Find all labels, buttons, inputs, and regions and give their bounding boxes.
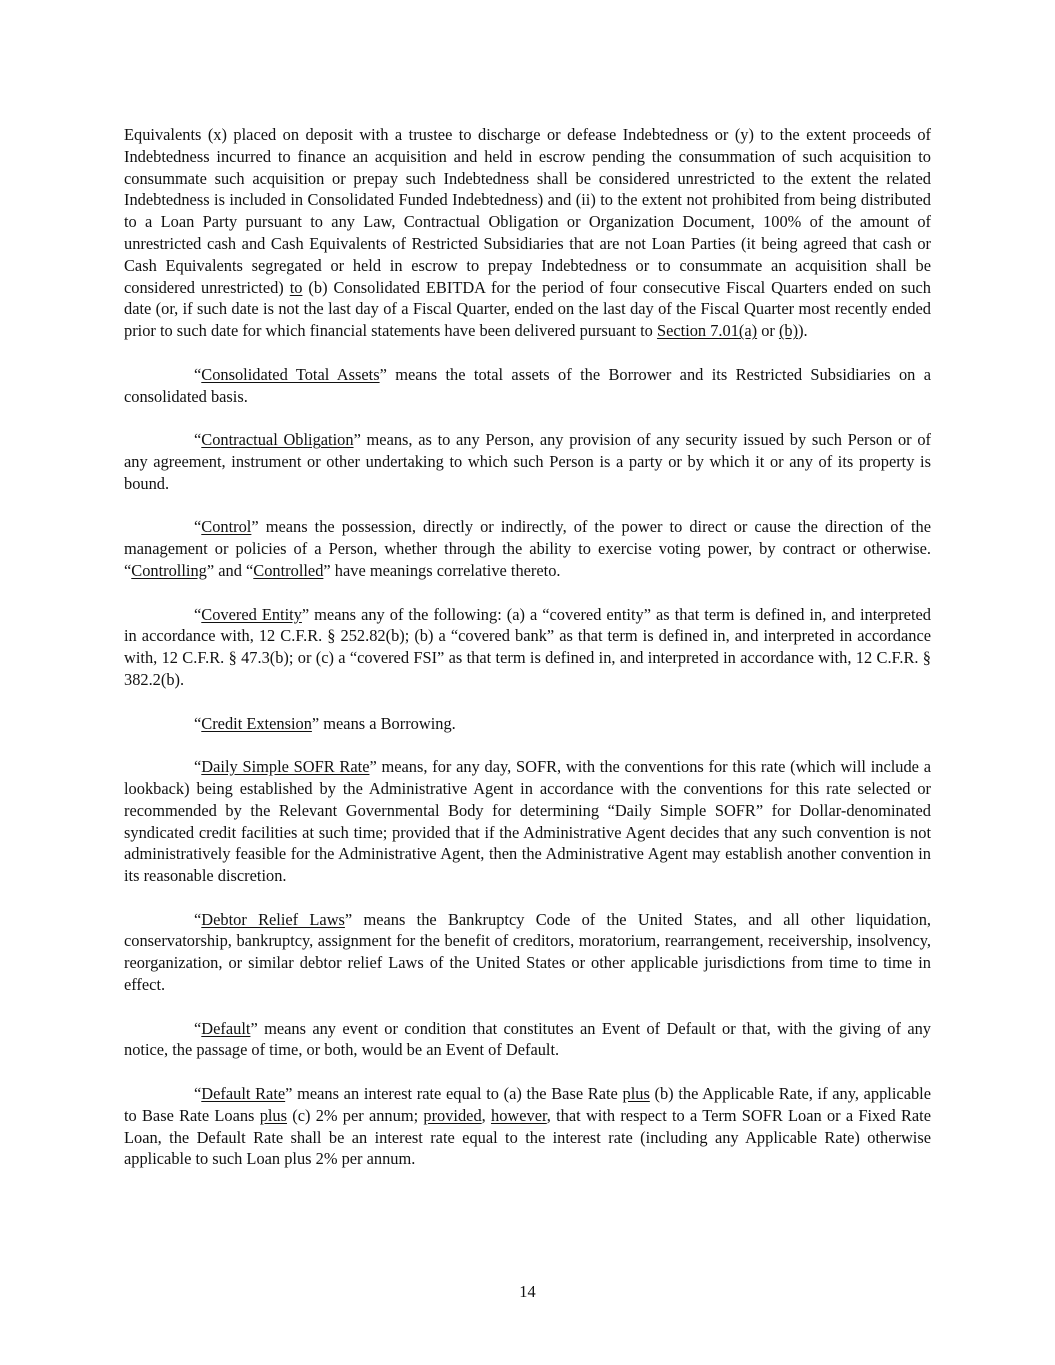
defined-term: however — [491, 1105, 547, 1125]
text-run: “ — [194, 1018, 202, 1038]
paragraph-p5 — [124, 713, 931, 735]
defined-term: Controlling — [131, 560, 207, 580]
text-run: (b) Consolidated EBITDA for the period of four consecutive Fiscal Quarters ended on such date (or, if such date is not the last day of a Fiscal Quarter, ended on the last day of the Fiscal Quarter most recently ended prior to such date for which financial statements have been delivered pursuant to — [124, 277, 931, 341]
defined-term: Consolidated Total Assets — [201, 364, 380, 384]
paragraph-p3 — [124, 516, 931, 581]
text-run: “ — [194, 430, 202, 450]
paragraph-p6 — [124, 756, 931, 887]
text-run: “ — [194, 909, 202, 929]
text-run: ” means, as to any Person, any provision of any security issued by such Person or of any agreement, instrument or other undertaking to which such Person is a party or by which it or any of its property is bound. — [124, 430, 931, 493]
text-run: , — [481, 1105, 491, 1125]
text-run: ” means the Bankruptcy Code of the United States, and all other liquidation, conservatorship, bankruptcy, assignment for the benefit of creditors, moratorium, rearrangement, receivership, insolvency, reorganization, or similar debtor relief Laws of the United States or other applicable jurisdictions from time to time in effect. — [124, 909, 931, 995]
text-run: ). — [798, 321, 808, 341]
text-run: ” means the total assets of the Borrower and its Restricted Subsidiaries on a consolidated basis. — [124, 364, 931, 406]
text-run: , that with respect to a Term SOFR Loan or a Fixed Rate Loan, the Default Rate shall be an interest rate equal to the interest rate (including any Applicable Rate) otherwise applicable to such Loan plus 2% per annum. — [124, 1105, 932, 1169]
paragraph-p2 — [124, 429, 931, 494]
page-number: 14 — [519, 1282, 536, 1301]
defined-term: to — [289, 277, 303, 297]
defined-term: Credit Extension — [201, 713, 312, 733]
defined-term: plus — [622, 1084, 650, 1104]
text-run: “ — [194, 757, 202, 777]
paragraph-p9 — [124, 1083, 931, 1170]
paragraph-p7 — [124, 909, 931, 996]
defined-term: Debtor Relief Laws — [201, 909, 345, 929]
text-run: “ — [194, 517, 202, 537]
defined-term: provided — [423, 1105, 482, 1125]
paragraph-p8 — [124, 1018, 931, 1062]
paragraph-p0 — [124, 124, 931, 342]
document-body — [124, 124, 931, 1192]
paragraph-p1 — [124, 364, 931, 408]
defined-term: Daily Simple SOFR Rate — [201, 757, 370, 777]
text-run: ” means any event or condition that constitutes an Event of Default or that, with the giving of any notice, the passage of time, or both, would be an Event of Default. — [124, 1018, 931, 1060]
defined-term: Contractual Obligation — [201, 430, 354, 450]
text-run: (b) the Applicable Rate, if any, applicable to Base Rate Loans — [124, 1084, 931, 1125]
text-run: or — [757, 321, 779, 341]
text-run: (c) 2% per annum; — [287, 1105, 424, 1125]
text-run: ” and “ — [206, 560, 254, 580]
defined-term: Default — [201, 1018, 251, 1038]
paragraph-p4 — [124, 604, 931, 691]
text-run: ” means, for any day, SOFR, with the conventions for this rate (which will include a lookback) being established by the Administrative Agent in accordance with the conventions for this rate selected or recommended by the Relevant Governmental Body for determining “Daily Simple SOFR” for Dollar-denominated syndicated credit facilities at such time; provided that if the Administrative Agent decides that any such convention is not administratively feasible for the Administrative Agent, then the Administrative Agent may establish another convention in its reasonable discretion. — [124, 757, 931, 886]
text-run: “ — [194, 364, 202, 384]
text-run: ” means an interest rate equal to (a) the Base Rate — [285, 1084, 623, 1104]
defined-term: (b) — [778, 321, 799, 341]
defined-term: Covered Entity — [201, 604, 302, 624]
text-run: ” means any of the following: (a) a “covered entity” as that term is defined in, and interpreted in accordance with, 12 C.F.R. § 252.82(b); (b) a “covered bank” as that term is defined in, and interpreted in accordance with, 12 C.F.R. § 47.3(b); or (c) a “covered FSI” as that term is defined in, and interpreted in accordance with, 12 C.F.R. § 382.2(b). — [124, 604, 931, 689]
text-run: Equivalents (x) placed on deposit with a trustee to discharge or defease Indebtedness or (y) to the extent proceeds of Indebtedness incurred to finance an acquisition and held in escrow pending the consummation of such acquisition to consummate such acquisition or prepay such Indebtedness shall be considered unrestricted to the extent the related Indebtedness is included in Consolidated Funded Indebtedness) and (ii) to the extent not prohibited from being distributed to a Loan Party pursuant to any Law, Contractual Obligation or Organization Document, 100% of the amount of unrestricted cash and Cash Equivalents of Restricted Subsidiaries that are not Loan Parties (it being agreed that cash or Cash Equivalents segregated or held in escrow to prepay Indebtedness or to consummate an acquisition shall be considered unrestricted) — [124, 125, 931, 297]
text-run: “ — [194, 1084, 202, 1104]
text-run: “ — [194, 713, 202, 733]
text-run: ” have meanings correlative thereto. — [323, 560, 561, 580]
text-run: ” means the possession, directly or indirectly, of the power to direct or cause the direction of the management or policies of a Person, whether through the ability to exercise voting power, by contract or otherwise. “ — [124, 517, 931, 580]
text-run: ” means a Borrowing. — [311, 713, 456, 733]
text-run: “ — [194, 604, 202, 624]
defined-term: Controlled — [253, 560, 324, 580]
defined-term: Control — [201, 517, 252, 537]
defined-term: Section 7.01(a) — [656, 321, 758, 341]
defined-term: Default Rate — [201, 1084, 286, 1104]
defined-term: plus — [259, 1105, 288, 1125]
